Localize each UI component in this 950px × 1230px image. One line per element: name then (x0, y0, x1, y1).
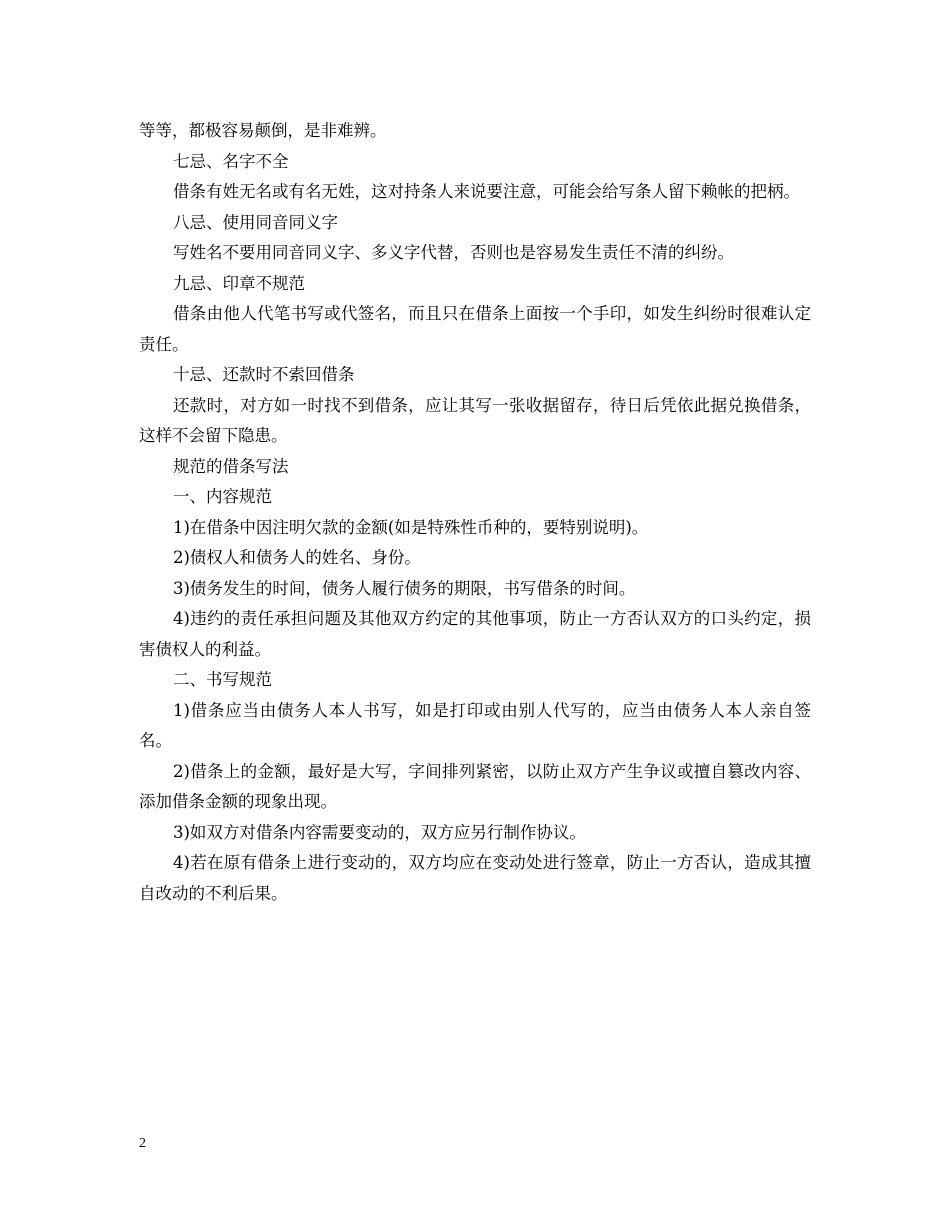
paragraph-8: 还款时，对方如一时找不到借条，应让其写一张收据留存，待日后凭依此据兑换借条，这样不会留下隐患。 (139, 395, 811, 445)
paragraph-0: 等等，都极容易颠倒，是非难辨。 (139, 121, 387, 140)
section-heading-seventh-taboo: 七忌、名字不全 (173, 151, 289, 171)
list-item: 3)债务发生的时间，债务人履行债务的期限，书写借条的时间。 (173, 578, 636, 598)
page-number: 2 (139, 1136, 146, 1151)
paragraph-6: 借条由他人代笔书写或代签名，而且只在借条上面按一个手印，如发生纠纷时很难认定责任。 (139, 304, 811, 354)
list-item: 2)借条上的金额，最好是大写，字间排列紧密，以防止双方产生争议或擅自篡改内容、添加借条金额的现象出现。 (139, 761, 811, 811)
section-heading-writing-norms: 二、书写规范 (173, 670, 272, 689)
section-heading-tenth-taboo: 十忌、还款时不索回借条 (173, 365, 355, 384)
list-item: 1)借条应当由债务人本人书写，如是打印或由别人代写的，应当由债务人本人亲自签名。 (139, 700, 811, 750)
section-heading-content-norms: 一、内容规范 (173, 487, 272, 506)
section-heading-standard-writing: 规范的借条写法 (173, 456, 289, 476)
list-item: 4)违约的责任承担问题及其他双方约定的其他事项，防止一方否认双方的口头约定，损害债权人的利益。 (139, 609, 811, 659)
list-item: 2)债权人和债务人的姓名、身份。 (173, 548, 421, 567)
section-heading-ninth-taboo: 九忌、印章不规范 (173, 273, 305, 293)
list-item: 3)如双方对借条内容需要变动的，双方应另行制作协议。 (173, 822, 586, 842)
paragraph-2: 借条有姓无名或有名无姓，这对持条人来说要注意，可能会给写条人留下赖帐的把柄。 (173, 182, 800, 201)
section-heading-eighth-taboo: 八忌、使用同音同义字 (173, 212, 338, 232)
list-item: 1)在借条中因注明欠款的金额(如是特殊性币种的，要特别说明)。 (173, 517, 649, 537)
document-body (139, 116, 811, 909)
paragraph-4: 写姓名不要用同音同义字、多义字代替，否则也是容易发生责任不清的纠纷。 (173, 243, 734, 262)
list-item: 4)若在原有借条上进行变动的，双方均应在变动处进行签章，防止一方否认，造成其擅自改动的不利后果。 (139, 853, 811, 903)
